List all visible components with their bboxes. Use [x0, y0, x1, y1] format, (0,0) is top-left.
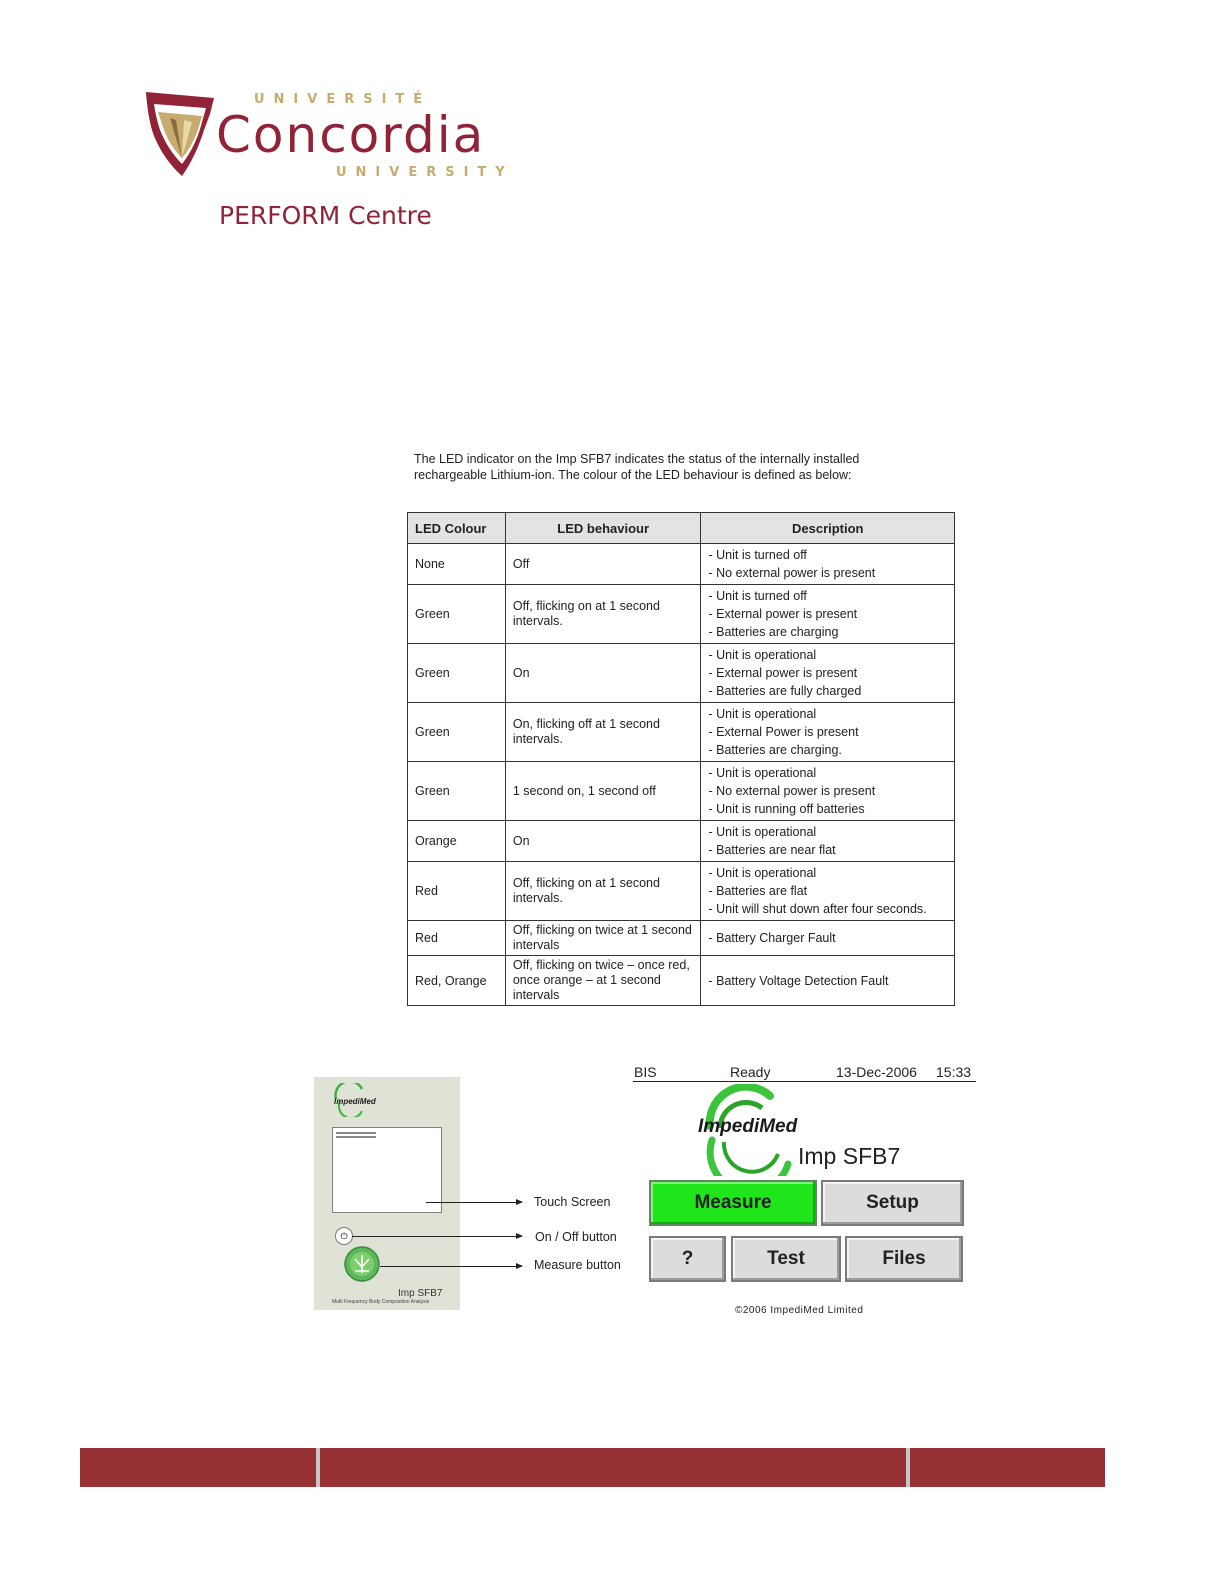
led-behaviour-cell: Off, flicking on at 1 second intervals. — [505, 862, 701, 921]
description-line: - Unit is operational — [708, 648, 817, 662]
callout-measure: Measure button — [534, 1258, 621, 1272]
concordia-logo — [144, 88, 524, 238]
description-line: - External power is present — [708, 607, 858, 621]
screen-text-line — [336, 1136, 376, 1138]
arrow-on-off — [352, 1236, 522, 1237]
led-colour-cell: Red, Orange — [408, 956, 506, 1006]
svg-text:ImpediMed: ImpediMed — [698, 1116, 798, 1137]
description-cell — [701, 862, 955, 921]
measure-button[interactable]: Measure — [649, 1180, 817, 1226]
logo-university: UNIVERSITY — [336, 165, 514, 180]
footer-divider — [316, 1448, 320, 1487]
description-cell — [701, 703, 955, 762]
touch-screen-illustration — [332, 1127, 442, 1213]
description-line: - Batteries are charging — [708, 625, 839, 639]
copyright-text: ©2006 ImpediMed Limited — [735, 1305, 864, 1316]
test-button[interactable]: Test — [731, 1236, 841, 1282]
led-behaviour-cell: On, flicking off at 1 second intervals. — [505, 703, 701, 762]
description-cell — [701, 956, 955, 1006]
mode-label: BIS — [634, 1064, 657, 1080]
description-cell — [701, 921, 955, 956]
led-colour-cell: Orange — [408, 821, 506, 862]
description-cell — [701, 762, 955, 821]
svg-text:ImpediMed: ImpediMed — [334, 1097, 376, 1106]
description-line: - Unit will shut down after four seconds. — [708, 902, 927, 916]
led-behaviour-cell: Off, flicking on twice at 1 second intervals — [505, 921, 701, 956]
led-behaviour-cell: Off, flicking on twice – once red, once orange – at 1 second intervals — [505, 956, 701, 1006]
product-name: Imp SFB7 — [798, 1143, 901, 1169]
column-header: LED Colour — [408, 513, 506, 544]
arrow-touch-screen — [426, 1202, 522, 1203]
footer-bar — [80, 1448, 1105, 1487]
table-row — [408, 644, 955, 703]
table-row — [408, 762, 955, 821]
status-bar — [633, 1064, 976, 1082]
description-line: - Batteries are charging. — [708, 743, 842, 757]
description-line: - Batteries are fully charged — [708, 684, 862, 698]
column-header: Description — [701, 513, 955, 544]
perform-centre-label: PERFORM Centre — [219, 201, 432, 230]
description-line: - Unit is turned off — [708, 589, 807, 603]
logo-wordmark: Concordia — [216, 106, 486, 164]
shield-icon — [144, 90, 216, 180]
led-colour-cell: Red — [408, 862, 506, 921]
description-line: - External Power is present — [708, 725, 859, 739]
footer-divider — [906, 1448, 910, 1487]
description-line: - Battery Charger Fault — [708, 931, 836, 945]
led-behaviour-cell: On — [505, 644, 701, 703]
device-subtitle: Multi Frequency Body Composition Analysis — [332, 1299, 430, 1305]
table-row — [408, 956, 955, 1006]
description-line: - External power is present — [708, 666, 858, 680]
table-row — [408, 544, 955, 585]
time-label: 15:33 — [936, 1064, 972, 1080]
table-row — [408, 921, 955, 956]
description-cell — [701, 544, 955, 585]
description-line: - Batteries are flat — [708, 884, 808, 898]
description-line: - Unit is running off batteries — [708, 802, 865, 816]
column-header: LED behaviour — [505, 513, 701, 544]
impedimed-small-logo-icon — [332, 1083, 376, 1117]
power-icon: ⏻ — [335, 1227, 353, 1245]
screen-text-line — [336, 1132, 376, 1134]
table-header-row — [408, 513, 955, 544]
setup-button[interactable]: Setup — [821, 1180, 964, 1226]
logo-universite: UNIVERSITÉ — [254, 92, 432, 107]
led-behaviour-cell: 1 second on, 1 second off — [505, 762, 701, 821]
help-button[interactable]: ? — [649, 1236, 726, 1282]
description-line: - No external power is present — [708, 566, 876, 580]
led-behaviour-cell: On — [505, 821, 701, 862]
led-behaviour-cell: Off, flicking on at 1 second intervals. — [505, 585, 701, 644]
led-behaviour-cell: Off — [505, 544, 701, 585]
description-line: - Unit is operational — [708, 866, 817, 880]
led-colour-cell: Green — [408, 762, 506, 821]
state-label: Ready — [730, 1064, 771, 1080]
callout-touch-screen: Touch Screen — [534, 1195, 611, 1209]
table-row — [408, 821, 955, 862]
date-label: 13-Dec-2006 — [836, 1064, 917, 1080]
description-line: - Batteries are near flat — [708, 843, 836, 857]
led-colour-cell: Red — [408, 921, 506, 956]
arrow-measure — [380, 1266, 522, 1267]
table-row — [408, 862, 955, 921]
description-cell — [701, 821, 955, 862]
description-cell — [701, 644, 955, 703]
device-model-label: Imp SFB7 — [398, 1288, 443, 1299]
files-button[interactable]: Files — [845, 1236, 963, 1282]
description-line: - Unit is turned off — [708, 548, 807, 562]
led-colour-cell: None — [408, 544, 506, 585]
impedimed-logo-icon — [696, 1084, 800, 1176]
led-colour-cell: Green — [408, 644, 506, 703]
led-colour-cell: Green — [408, 703, 506, 762]
description-cell — [701, 585, 955, 644]
table-row — [408, 585, 955, 644]
led-table — [407, 512, 955, 1006]
description-line: - Battery Voltage Detection Fault — [708, 973, 889, 988]
description-line: - No external power is present — [708, 784, 876, 798]
description-line: - Unit is operational — [708, 707, 817, 721]
led-colour-cell: Green — [408, 585, 506, 644]
description-line: - Unit is operational — [708, 825, 817, 839]
intro-paragraph: The LED indicator on the Imp SFB7 indicates the status of the internally installed rechargeable Lithium-ion. The colour of the LED behaviour is defined as below: — [414, 452, 860, 482]
table-row — [408, 703, 955, 762]
description-line: - Unit is operational — [708, 766, 817, 780]
callout-on-off: On / Off button — [535, 1230, 617, 1244]
device-illustration — [314, 1077, 460, 1310]
measure-button-icon — [343, 1245, 381, 1283]
